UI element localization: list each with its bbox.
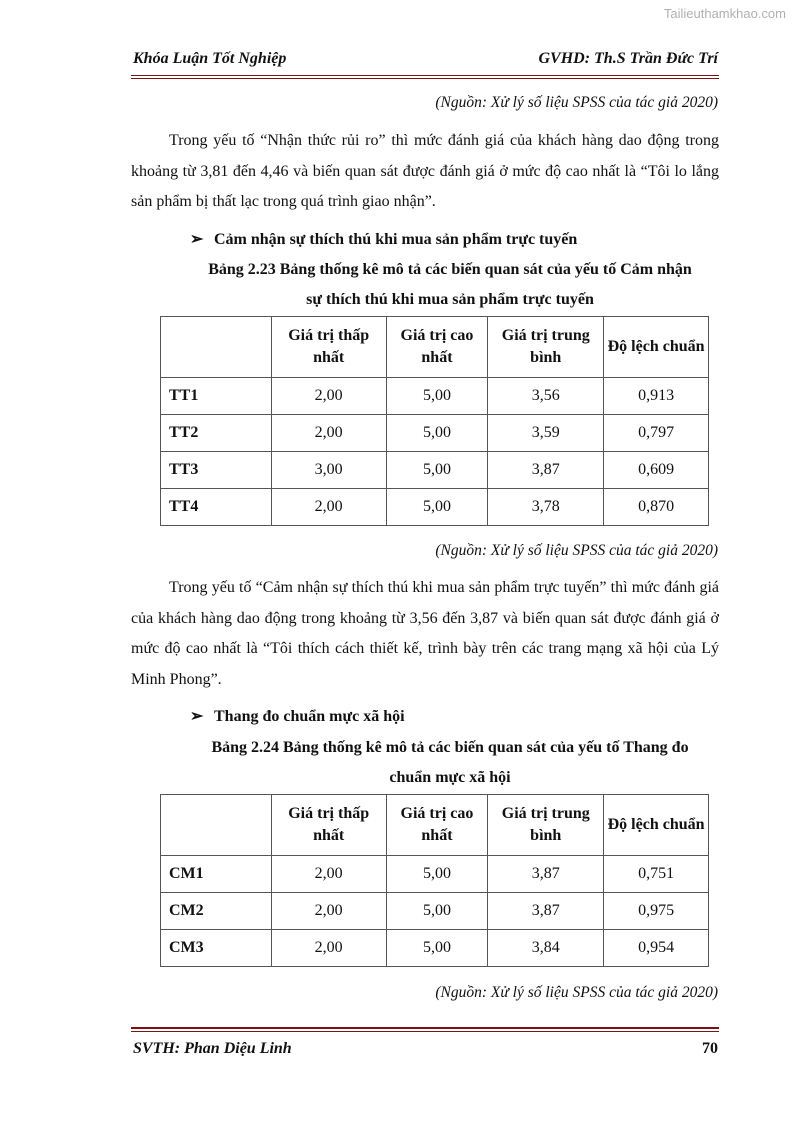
table-2-caption [150, 733, 750, 793]
table-header-cell: Độ lệch chuẩn [604, 795, 709, 856]
bullet-heading-2-text: Thang đo chuẩn mực xã hội [214, 708, 405, 725]
arrow-bullet-icon: ➢ [190, 231, 204, 248]
table-row-label: TT3 [161, 452, 272, 489]
table-header-cell: Độ lệch chuẩn [604, 317, 709, 378]
table-header-row [161, 795, 709, 856]
table-cell: 5,00 [386, 415, 488, 452]
stats-table-2 [160, 794, 709, 967]
table-row [161, 415, 709, 452]
table-1-caption-line1: Bảng 2.23 Bảng thống kê mô tả các biến quan sát của yếu tố Cảm nhận [208, 261, 692, 278]
paragraph-1: Trong yếu tố “Nhận thức rủi ro” thì mức đánh giá của khách hàng dao động trong khoảng từ 3,81 đến 4,46 và biến quan sát được đánh giá ở mức độ cao nhất là “Tôi lo lắng sản phẩm bị thất lạc trong quá trình giao nhận”. [131, 132, 719, 210]
table-row-label: CM1 [161, 856, 272, 893]
table-cell: 3,78 [488, 489, 604, 526]
table-row-label: TT4 [161, 489, 272, 526]
source-note-2: (Nguồn: Xử lý số liệu SPSS của tác giả 2020) [435, 542, 718, 559]
table-2-caption-line1: Bảng 2.24 Bảng thống kê mô tả các biến quan sát của yếu tố Thang đo [211, 739, 689, 756]
table-2-caption-line2: chuẩn mực xã hội [389, 769, 511, 786]
bullet-heading-1-text: Cảm nhận sự thích thú khi mua sản phẩm trực tuyến [214, 231, 578, 248]
table-cell: 0,609 [604, 452, 709, 489]
stats-table-1 [160, 316, 709, 526]
table-cell: 0,954 [604, 930, 709, 967]
table-header-row [161, 317, 709, 378]
table-cell: 3,87 [488, 893, 604, 930]
table-header-cell: Giá trị trung bình [488, 317, 604, 378]
table-row-label: TT2 [161, 415, 272, 452]
table-header-cell [161, 795, 272, 856]
table-row [161, 452, 709, 489]
table-row [161, 856, 709, 893]
table-cell: 2,00 [271, 893, 386, 930]
table-1-caption [150, 255, 750, 315]
table-cell: 5,00 [386, 893, 488, 930]
table-row [161, 489, 709, 526]
table-cell: 3,56 [488, 378, 604, 415]
table-header-cell: Giá trị thấp nhất [271, 795, 386, 856]
table-cell: 3,87 [488, 856, 604, 893]
table-cell: 0,870 [604, 489, 709, 526]
table-cell: 5,00 [386, 856, 488, 893]
table-cell: 5,00 [386, 378, 488, 415]
page-number: 70 [702, 1040, 718, 1057]
table-cell: 5,00 [386, 930, 488, 967]
table-cell: 2,00 [271, 378, 386, 415]
table-header-cell [161, 317, 272, 378]
footer-rule [131, 1027, 719, 1029]
table-header-cell: Giá trị cao nhất [386, 795, 488, 856]
table-1-caption-line2: sự thích thú khi mua sản phẩm trực tuyến [306, 291, 594, 308]
table-row-label: CM2 [161, 893, 272, 930]
source-note-3: (Nguồn: Xử lý số liệu SPSS của tác giả 2020) [435, 984, 718, 1001]
footer-author: SVTH: Phan Diệu Linh [133, 1040, 292, 1057]
arrow-bullet-icon: ➢ [190, 708, 204, 725]
table-cell: 5,00 [386, 452, 488, 489]
header-advisor: GVHD: Th.S Trần Đức Trí [538, 50, 718, 67]
table-cell: 0,913 [604, 378, 709, 415]
watermark: Tailieuthamkhao.com [663, 6, 786, 21]
table-cell: 0,975 [604, 893, 709, 930]
table-cell: 2,00 [271, 415, 386, 452]
table-cell: 0,751 [604, 856, 709, 893]
table-cell: 2,00 [271, 930, 386, 967]
source-note-1: (Nguồn: Xử lý số liệu SPSS của tác giả 2020) [435, 94, 718, 111]
bullet-heading-2 [190, 706, 405, 726]
table-header-cell: Giá trị trung bình [488, 795, 604, 856]
table-header-cell: Giá trị thấp nhất [271, 317, 386, 378]
paragraph-2: Trong yếu tố “Cảm nhận sự thích thú khi mua sản phẩm trực tuyến” thì mức đánh giá của khách hàng dao động trong khoảng từ 3,56 đến 3,87 và biến quan sát được đánh giá ở mức độ cao nhất là “Tôi thích cách thiết kế, trình bày trên các trang mạng xã hội của Lý Minh Phong”. [131, 579, 719, 688]
table-cell: 5,00 [386, 489, 488, 526]
table-cell: 2,00 [271, 489, 386, 526]
table-cell: 0,797 [604, 415, 709, 452]
footer-rule-thin [131, 1031, 719, 1032]
header-title: Khóa Luận Tốt Nghiệp [133, 50, 287, 67]
table-cell: 3,84 [488, 930, 604, 967]
table-row-label: CM3 [161, 930, 272, 967]
table-header-cell: Giá trị cao nhất [386, 317, 488, 378]
bullet-heading-1 [190, 229, 577, 249]
table-cell: 3,00 [271, 452, 386, 489]
table-cell: 3,87 [488, 452, 604, 489]
header-rule-thin [131, 78, 719, 79]
table-row [161, 930, 709, 967]
table-row [161, 378, 709, 415]
table-row-label: TT1 [161, 378, 272, 415]
table-cell: 2,00 [271, 856, 386, 893]
table-cell: 3,59 [488, 415, 604, 452]
table-row [161, 893, 709, 930]
header-rule [131, 75, 719, 76]
